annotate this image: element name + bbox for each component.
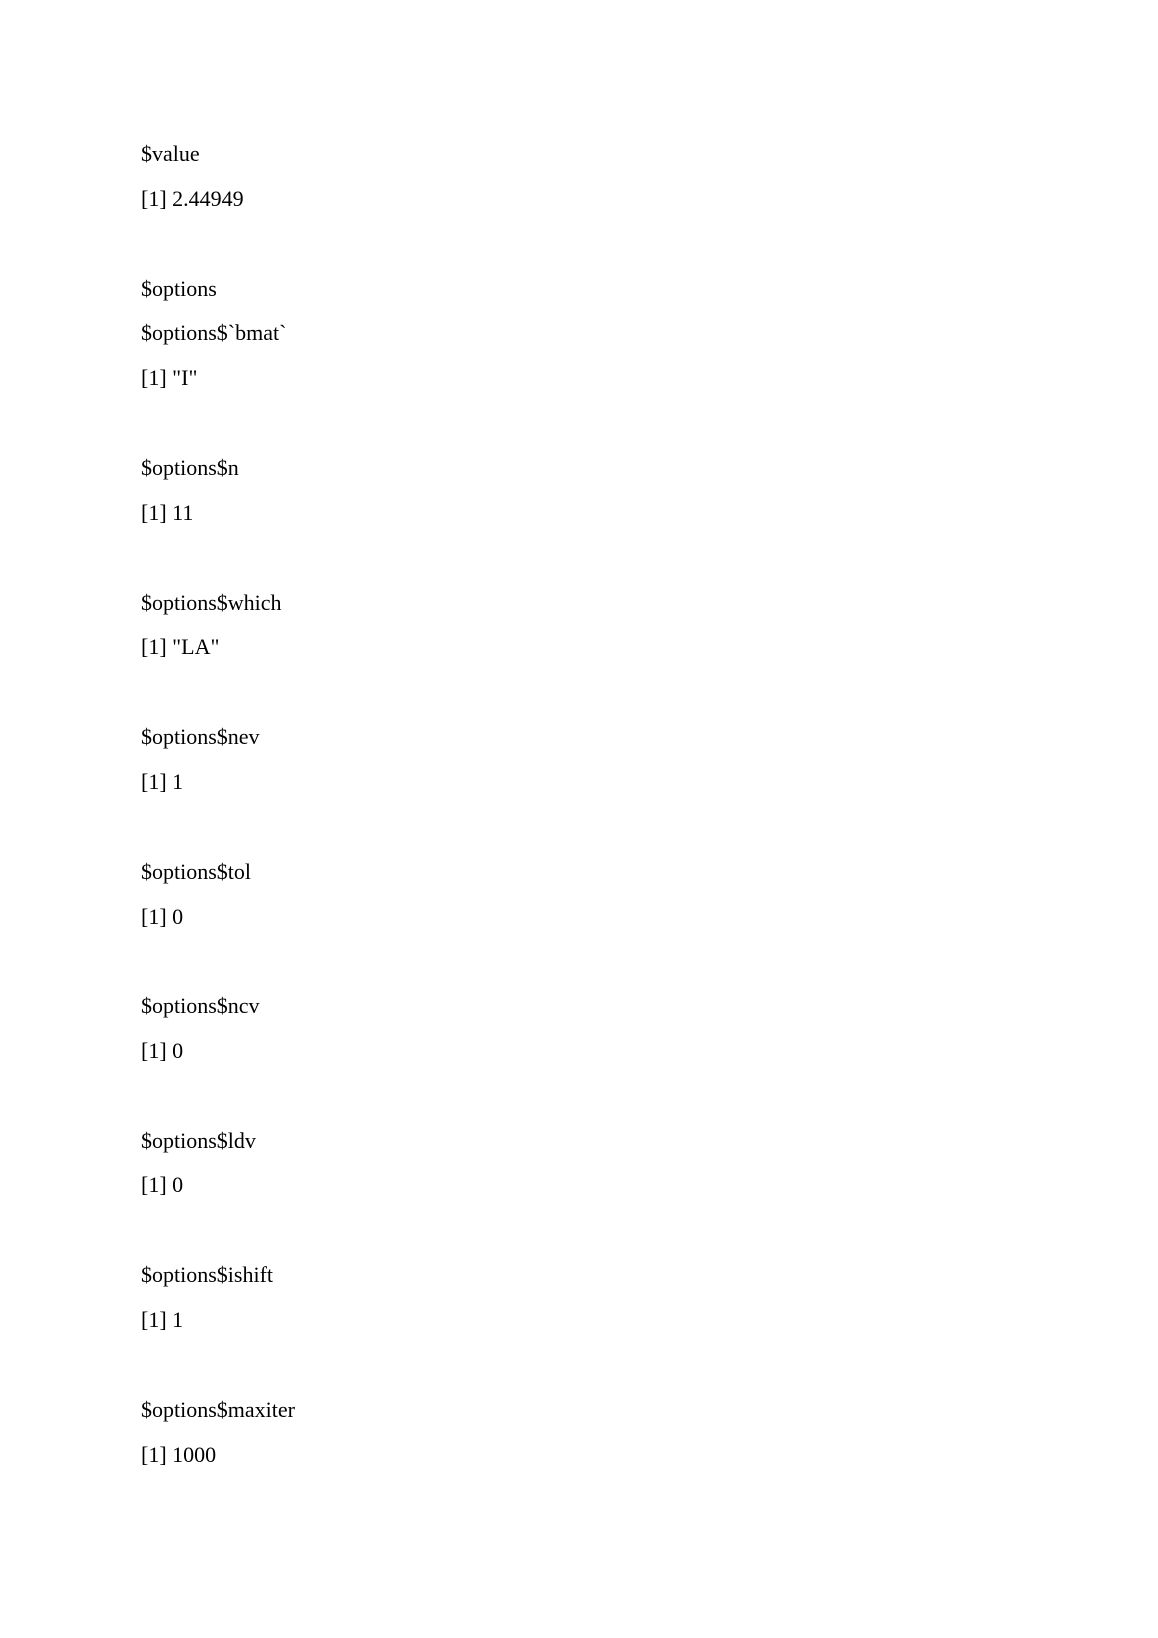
output-line-ishift-value: [1] 1 [141,1307,184,1332]
output-line-n-value: [1] 11 [141,500,194,525]
output-line-ncv-header: $options$ncv [141,993,260,1018]
output-line-ldv-value: [1] 0 [141,1172,184,1197]
output-line-value-header: $value [141,141,200,166]
output-line-nev-value: [1] 1 [141,769,184,794]
output-line-value: [1] 2.44949 [141,186,244,211]
output-line-bmat-header: $options$`bmat` [141,320,287,345]
output-line-maxiter-value: [1] 1000 [141,1442,217,1467]
output-line-which-value: [1] "LA" [141,634,220,659]
output-line-options-header: $options [141,276,217,301]
output-line-tol-header: $options$tol [141,859,252,884]
output-line-maxiter-header: $options$maxiter [141,1397,295,1422]
output-line-ishift-header: $options$ishift [141,1262,274,1287]
output-line-ncv-value: [1] 0 [141,1038,184,1063]
output-line-n-header: $options$n [141,455,239,480]
output-line-bmat-value: [1] "I" [141,365,198,390]
output-line-which-header: $options$which [141,590,282,615]
output-line-ldv-header: $options$ldv [141,1128,256,1153]
output-line-nev-header: $options$nev [141,724,260,749]
output-line-tol-value: [1] 0 [141,904,184,929]
